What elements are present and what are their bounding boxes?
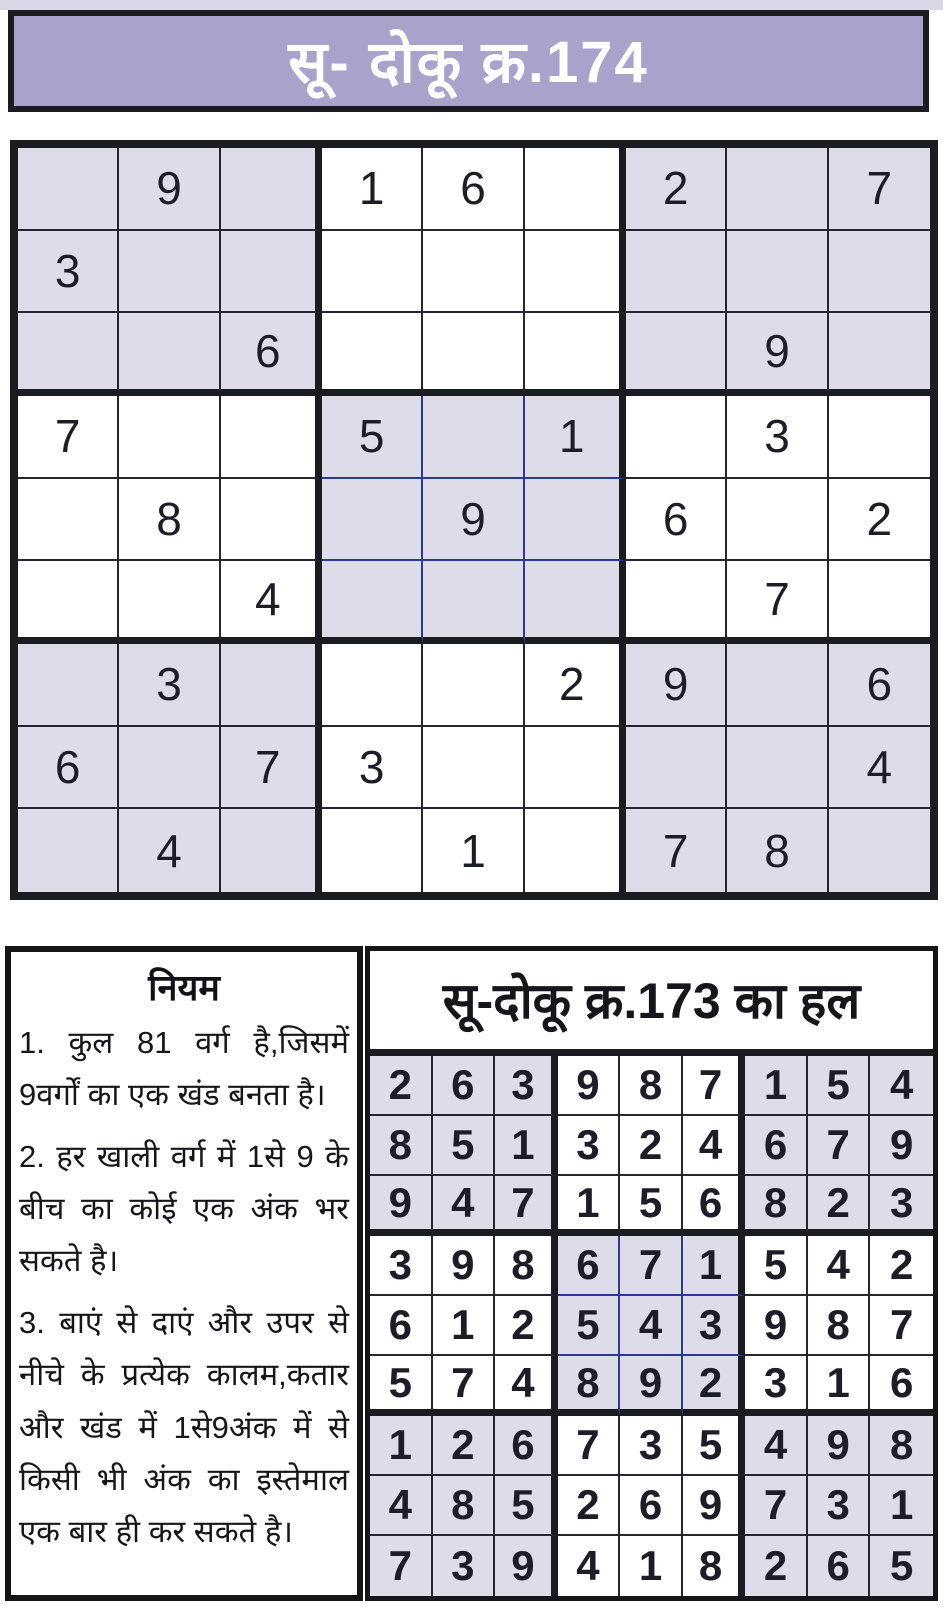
- puzzle-cell-r9c7: 7: [626, 809, 727, 892]
- puzzle-cell-r3c9[interactable]: [829, 313, 930, 396]
- solution-cell-r1c7: 1: [745, 1056, 808, 1116]
- puzzle-cell-r5c8[interactable]: [727, 479, 828, 562]
- solution-cell-r9c6: 8: [683, 1536, 746, 1596]
- puzzle-cell-r5c9: 2: [829, 479, 930, 562]
- puzzle-cell-r4c9[interactable]: [829, 396, 930, 479]
- solution-cell-r6c1: 5: [370, 1356, 433, 1416]
- solution-cell-r2c9: 9: [870, 1116, 933, 1176]
- puzzle-cell-r9c4[interactable]: [322, 809, 423, 892]
- solution-cell-r7c8: 9: [808, 1416, 871, 1476]
- solution-cell-r9c2: 3: [433, 1536, 496, 1596]
- solution-grid: [370, 1049, 933, 1596]
- puzzle-cell-r9c6[interactable]: [525, 809, 626, 892]
- rules-box: [5, 946, 363, 1601]
- puzzle-cell-r8c3: 7: [221, 727, 322, 810]
- puzzle-cell-r3c1[interactable]: [18, 313, 119, 396]
- solution-cell-r5c5: 4: [620, 1296, 683, 1356]
- solution-cell-r9c3: 9: [495, 1536, 558, 1596]
- solution-cell-r6c6: 2: [683, 1356, 746, 1416]
- puzzle-cell-r1c6[interactable]: [525, 148, 626, 231]
- solution-cell-r1c5: 8: [620, 1056, 683, 1116]
- puzzle-cell-r7c6: 2: [525, 644, 626, 727]
- solution-cell-r9c4: 4: [558, 1536, 621, 1596]
- puzzle-cell-r4c8: 3: [727, 396, 828, 479]
- solution-cell-r1c6: 7: [683, 1056, 746, 1116]
- puzzle-cell-r5c4[interactable]: [322, 479, 423, 562]
- puzzle-cell-r3c6[interactable]: [525, 313, 626, 396]
- solution-cell-r5c4: 5: [558, 1296, 621, 1356]
- puzzle-cell-r9c5: 1: [423, 809, 524, 892]
- solution-cell-r3c6: 6: [683, 1176, 746, 1236]
- puzzle-cell-r2c9[interactable]: [829, 231, 930, 314]
- solution-cell-r7c7: 4: [745, 1416, 808, 1476]
- solution-cell-r2c1: 8: [370, 1116, 433, 1176]
- solution-cell-r6c4: 8: [558, 1356, 621, 1416]
- puzzle-cell-r1c2: 9: [119, 148, 220, 231]
- solution-cell-r5c7: 9: [745, 1296, 808, 1356]
- solution-cell-r1c3: 3: [495, 1056, 558, 1116]
- puzzle-cell-r9c2: 4: [119, 809, 220, 892]
- puzzle-cell-r7c4[interactable]: [322, 644, 423, 727]
- puzzle-cell-r2c7[interactable]: [626, 231, 727, 314]
- solution-cell-r4c6: 1: [683, 1236, 746, 1296]
- solution-cell-r3c1: 9: [370, 1176, 433, 1236]
- puzzle-cell-r7c1[interactable]: [18, 644, 119, 727]
- solution-cell-r1c8: 5: [808, 1056, 871, 1116]
- puzzle-cell-r9c8: 8: [727, 809, 828, 892]
- puzzle-cell-r8c1: 6: [18, 727, 119, 810]
- puzzle-cell-r2c1: 3: [18, 231, 119, 314]
- solution-cell-r8c3: 5: [495, 1476, 558, 1536]
- puzzle-cell-r4c4: 5: [322, 396, 423, 479]
- solution-cell-r2c3: 1: [495, 1116, 558, 1176]
- puzzle-cell-r1c5: 6: [423, 148, 524, 231]
- solution-cell-r7c6: 5: [683, 1416, 746, 1476]
- puzzle-cell-r5c1[interactable]: [18, 479, 119, 562]
- solution-cell-r8c2: 8: [433, 1476, 496, 1536]
- puzzle-title: सू- दोकू क्र.174: [288, 29, 649, 95]
- puzzle-cell-r8c7[interactable]: [626, 727, 727, 810]
- puzzle-cell-r1c9: 7: [829, 148, 930, 231]
- puzzle-cell-r1c3[interactable]: [221, 148, 322, 231]
- puzzle-cell-r2c4[interactable]: [322, 231, 423, 314]
- puzzle-cell-r8c4: 3: [322, 727, 423, 810]
- solution-cell-r5c9: 7: [870, 1296, 933, 1356]
- solution-cell-r9c7: 2: [745, 1536, 808, 1596]
- solution-cell-r6c3: 4: [495, 1356, 558, 1416]
- solution-cell-r4c5: 7: [620, 1236, 683, 1296]
- puzzle-cell-r6c6[interactable]: [525, 561, 626, 644]
- puzzle-cell-r4c3[interactable]: [221, 396, 322, 479]
- puzzle-cell-r7c7: 9: [626, 644, 727, 727]
- solution-cell-r3c7: 8: [745, 1176, 808, 1236]
- solution-cell-r3c9: 3: [870, 1176, 933, 1236]
- solution-cell-r7c9: 8: [870, 1416, 933, 1476]
- puzzle-cell-r6c1[interactable]: [18, 561, 119, 644]
- solution-cell-r7c4: 7: [558, 1416, 621, 1476]
- solution-cell-r8c9: 1: [870, 1476, 933, 1536]
- puzzle-cell-r8c8[interactable]: [727, 727, 828, 810]
- solution-box: [365, 946, 938, 1601]
- solution-cell-r4c9: 2: [870, 1236, 933, 1296]
- solution-cell-r7c5: 3: [620, 1416, 683, 1476]
- solution-cell-r9c9: 5: [870, 1536, 933, 1596]
- puzzle-cell-r6c4[interactable]: [322, 561, 423, 644]
- puzzle-cell-r6c2[interactable]: [119, 561, 220, 644]
- puzzle-cell-r7c8[interactable]: [727, 644, 828, 727]
- puzzle-cell-r8c2[interactable]: [119, 727, 220, 810]
- puzzle-cell-r2c3[interactable]: [221, 231, 322, 314]
- solution-cell-r4c3: 8: [495, 1236, 558, 1296]
- puzzle-cell-r9c1[interactable]: [18, 809, 119, 892]
- solution-cell-r9c1: 7: [370, 1536, 433, 1596]
- rules-heading: नियम: [148, 967, 220, 1008]
- solution-cell-r1c9: 4: [870, 1056, 933, 1116]
- puzzle-cell-r8c5[interactable]: [423, 727, 524, 810]
- solution-cell-r6c5: 9: [620, 1356, 683, 1416]
- puzzle-cell-r5c6[interactable]: [525, 479, 626, 562]
- solution-title: सू-दोकू क्र.173 का हल: [442, 972, 861, 1029]
- puzzle-cell-r5c2: 8: [119, 479, 220, 562]
- puzzle-cell-r4c6: 1: [525, 396, 626, 479]
- puzzle-cell-r7c5[interactable]: [423, 644, 524, 727]
- solution-cell-r1c1: 2: [370, 1056, 433, 1116]
- puzzle-cell-r8c6[interactable]: [525, 727, 626, 810]
- puzzle-title-banner: [8, 10, 929, 112]
- solution-cell-r5c1: 6: [370, 1296, 433, 1356]
- solution-cell-r8c6: 9: [683, 1476, 746, 1536]
- puzzle-cell-r3c7[interactable]: [626, 313, 727, 396]
- puzzle-cell-r2c8[interactable]: [727, 231, 828, 314]
- puzzle-cell-r8c9: 4: [829, 727, 930, 810]
- puzzle-cell-r3c4[interactable]: [322, 313, 423, 396]
- puzzle-cell-r6c3: 4: [221, 561, 322, 644]
- solution-cell-r4c1: 3: [370, 1236, 433, 1296]
- solution-cell-r3c8: 2: [808, 1176, 871, 1236]
- puzzle-cell-r5c7: 6: [626, 479, 727, 562]
- puzzle-cell-r7c9: 6: [829, 644, 930, 727]
- puzzle-cell-r7c2: 3: [119, 644, 220, 727]
- solution-cell-r8c1: 4: [370, 1476, 433, 1536]
- solution-cell-r5c6: 3: [683, 1296, 746, 1356]
- solution-cell-r9c5: 1: [620, 1536, 683, 1596]
- puzzle-cell-r1c1[interactable]: [18, 148, 119, 231]
- puzzle-cell-r6c5[interactable]: [423, 561, 524, 644]
- solution-cell-r8c4: 2: [558, 1476, 621, 1536]
- solution-cell-r3c4: 1: [558, 1176, 621, 1236]
- solution-cell-r2c5: 2: [620, 1116, 683, 1176]
- puzzle-cell-r9c9[interactable]: [829, 809, 930, 892]
- page-top-strip: [0, 0, 943, 10]
- solution-cell-r3c5: 5: [620, 1176, 683, 1236]
- puzzle-grid: [10, 140, 938, 900]
- solution-cell-r2c8: 7: [808, 1116, 871, 1176]
- solution-cell-r8c8: 3: [808, 1476, 871, 1536]
- solution-cell-r3c2: 4: [433, 1176, 496, 1236]
- puzzle-cell-r2c2[interactable]: [119, 231, 220, 314]
- rule-item-1: 1. कुल 81 वर्ग है,जिसमें 9वर्गों का एक खंड बनता है।: [19, 1025, 349, 1113]
- solution-cell-r9c8: 6: [808, 1536, 871, 1596]
- puzzle-cell-r4c7[interactable]: [626, 396, 727, 479]
- solution-cell-r2c2: 5: [433, 1116, 496, 1176]
- puzzle-cell-r4c5[interactable]: [423, 396, 524, 479]
- puzzle-cell-r4c2[interactable]: [119, 396, 220, 479]
- solution-cell-r2c6: 4: [683, 1116, 746, 1176]
- solution-cell-r7c3: 6: [495, 1416, 558, 1476]
- solution-cell-r1c2: 6: [433, 1056, 496, 1116]
- puzzle-cell-r4c1: 7: [18, 396, 119, 479]
- solution-cell-r7c2: 2: [433, 1416, 496, 1476]
- solution-cell-r6c9: 6: [870, 1356, 933, 1416]
- puzzle-cell-r6c8: 7: [727, 561, 828, 644]
- solution-cell-r4c2: 9: [433, 1236, 496, 1296]
- puzzle-cell-r1c8[interactable]: [727, 148, 828, 231]
- solution-cell-r4c8: 4: [808, 1236, 871, 1296]
- puzzle-cell-r1c7: 2: [626, 148, 727, 231]
- solution-cell-r5c8: 8: [808, 1296, 871, 1356]
- solution-cell-r5c2: 1: [433, 1296, 496, 1356]
- solution-cell-r5c3: 2: [495, 1296, 558, 1356]
- solution-cell-r1c4: 9: [558, 1056, 621, 1116]
- puzzle-cell-r1c4: 1: [322, 148, 423, 231]
- solution-cell-r8c7: 7: [745, 1476, 808, 1536]
- puzzle-cell-r3c5[interactable]: [423, 313, 524, 396]
- puzzle-cell-r3c8: 9: [727, 313, 828, 396]
- puzzle-cell-r9c3[interactable]: [221, 809, 322, 892]
- solution-cell-r4c4: 6: [558, 1236, 621, 1296]
- solution-cell-r3c3: 7: [495, 1176, 558, 1236]
- solution-cell-r2c4: 3: [558, 1116, 621, 1176]
- rule-item-3: 3. बाएं से दाएं और उपर से नीचे के प्रत्येक कालम,कतार और खंड में 1से9अंक में से किसी भी अंक का इस्तेमाल एक बार ही कर सकते है।: [19, 1305, 349, 1549]
- puzzle-cell-r2c6[interactable]: [525, 231, 626, 314]
- puzzle-cell-r3c2[interactable]: [119, 313, 220, 396]
- solution-cell-r2c7: 6: [745, 1116, 808, 1176]
- puzzle-cell-r6c9[interactable]: [829, 561, 930, 644]
- solution-cell-r4c7: 5: [745, 1236, 808, 1296]
- puzzle-cell-r2c5[interactable]: [423, 231, 524, 314]
- rule-item-2: 2. हर खाली वर्ग में 1से 9 के बीच का कोई एक अंक भर सकते है।: [19, 1139, 349, 1279]
- puzzle-cell-r5c5: 9: [423, 479, 524, 562]
- solution-cell-r7c1: 1: [370, 1416, 433, 1476]
- puzzle-cell-r3c3: 6: [221, 313, 322, 396]
- solution-cell-r8c5: 6: [620, 1476, 683, 1536]
- solution-cell-r6c8: 1: [808, 1356, 871, 1416]
- puzzle-cell-r5c3[interactable]: [221, 479, 322, 562]
- puzzle-cell-r7c3[interactable]: [221, 644, 322, 727]
- puzzle-cell-r6c7[interactable]: [626, 561, 727, 644]
- solution-cell-r6c2: 7: [433, 1356, 496, 1416]
- solution-cell-r6c7: 3: [745, 1356, 808, 1416]
